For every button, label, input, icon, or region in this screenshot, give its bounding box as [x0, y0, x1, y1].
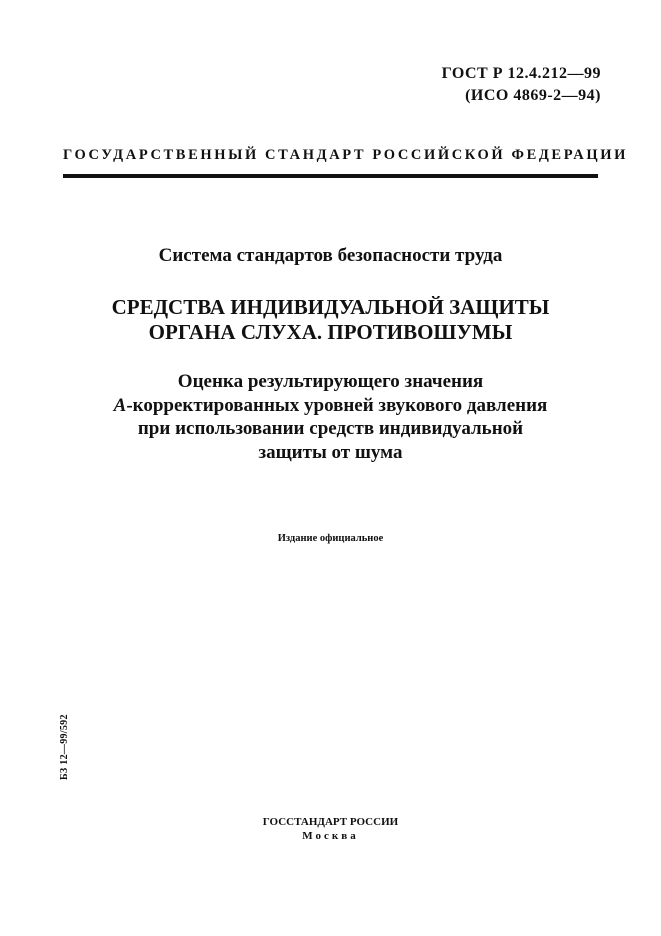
- main-title: [40, 295, 621, 345]
- official-edition-label: Издание официальное: [277, 533, 384, 544]
- gost-code: ГОСТ Р 12.4.212—99: [441, 65, 601, 82]
- subtitle-line-4: защиты от шума: [258, 441, 403, 463]
- subtitle: [40, 370, 621, 464]
- system-title: Система стандартов безопасности труда: [158, 245, 503, 266]
- side-code: БЗ 12—99/592: [59, 714, 70, 780]
- state-standard-banner: ГОСУДАРСТВЕННЫЙ СТАНДАРТ РОССИЙСКОЙ ФЕДЕРАЦИИ: [63, 147, 629, 163]
- subtitle-italic-letter: А: [113, 394, 127, 416]
- main-title-line-1: СРЕДСТВА ИНДИВИДУАЛЬНОЙ ЗАЩИТЫ: [111, 295, 550, 319]
- publisher-name: ГОССТАНДАРТ РОССИИ: [262, 816, 399, 828]
- iso-code: (ИСО 4869-2—94): [465, 87, 601, 104]
- standard-code-block: [442, 63, 601, 107]
- publisher-city: Москва: [302, 830, 359, 842]
- subtitle-line-2-rest: -корректированных уровней звукового давления: [126, 394, 548, 416]
- publisher-block: [40, 815, 621, 843]
- subtitle-line-3: при использовании средств индивидуальной: [137, 418, 524, 439]
- subtitle-line-2: [40, 394, 621, 418]
- main-title-line-2: ОРГАНА СЛУХА. ПРОТИВОШУМЫ: [148, 320, 513, 344]
- subtitle-line-1: Оценка результирующего значения: [177, 371, 484, 392]
- header-rule: [63, 174, 598, 178]
